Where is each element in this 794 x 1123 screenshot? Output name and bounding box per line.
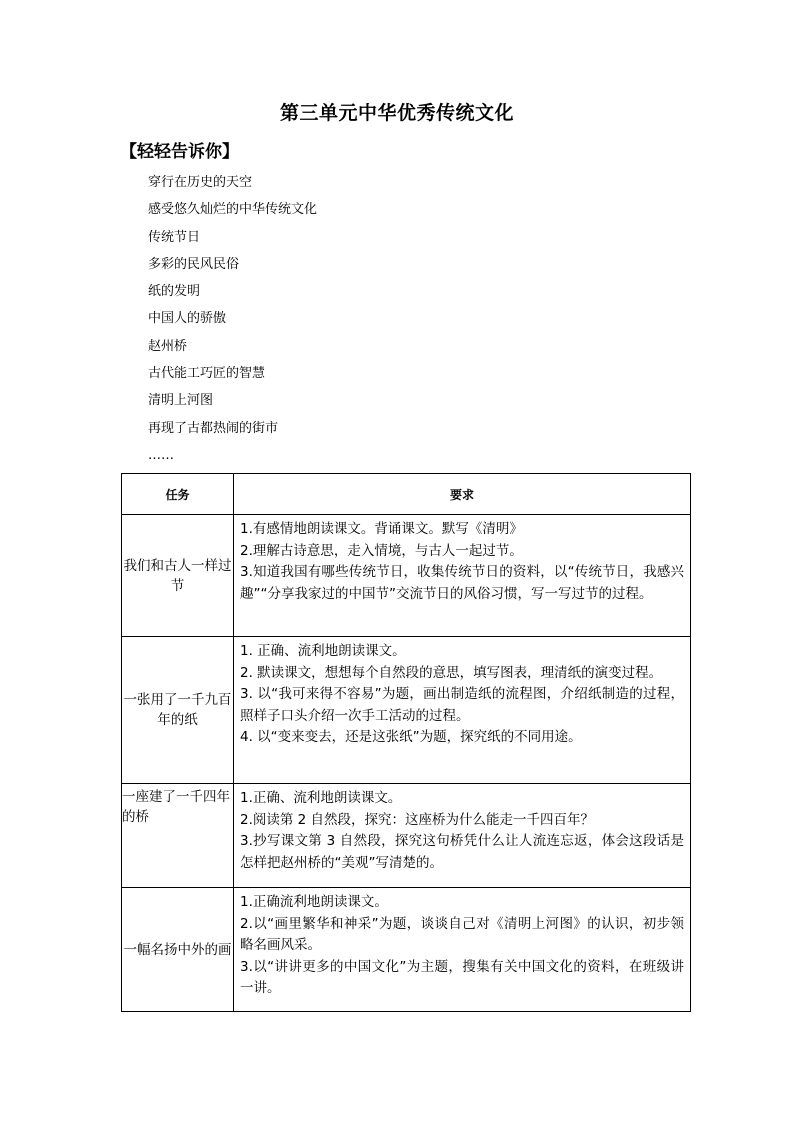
requirement-item: 1.正确流利地朗读课文。 bbox=[240, 894, 388, 910]
requirement-cell bbox=[234, 784, 691, 888]
task-name: 我们和古人一样过节 bbox=[122, 515, 234, 637]
requirement-item: 3.以“讲讲更多的中国文化”为主题，搜集有关中国文化的资料，在班级讲一讲。 bbox=[240, 958, 684, 996]
requirement-item: 3.抄写课文第 3 自然段，探究这句桥凭什么让人流连忘返，体会这段话是怎样把赵州桥的“美观”写清楚的。 bbox=[240, 833, 684, 871]
requirement-item: 2.理解古诗意思，走入情境，与古人一起过节。 bbox=[240, 542, 523, 559]
requirement-item: 1.有感情地朗读课文。背诵课文。默写《清明》 bbox=[240, 521, 523, 537]
requirement-item: 3.知道我国有哪些传统节日，收集传统节日的资料，以“传统节日，我感兴趣”“分享我家过的中国节”交流节日的风俗习惯，写一写过节的过程。 bbox=[240, 564, 684, 602]
page-title: 第三单元中华优秀传统文化 bbox=[279, 102, 514, 124]
topic-item: 赵州桥 bbox=[148, 338, 188, 354]
requirement-cell bbox=[234, 888, 691, 1012]
requirement-item: 4. 以“变来变去，还是这张纸”为题，探究纸的不同用途。 bbox=[240, 729, 582, 745]
requirement-item: 2.以“画里繁华和神采”为题，谈谈自己对《清明上河图》的认识，初步领略名画风采。 bbox=[240, 915, 684, 953]
table-row bbox=[122, 637, 691, 784]
requirement-item: 1.正确、流利地朗读课文。 bbox=[240, 790, 402, 806]
requirement-item: 2. 默读课文，想想每个自然段的意思，填写图表，理清纸的演变过程。 bbox=[240, 664, 663, 681]
table-header-row bbox=[122, 474, 691, 515]
table-row bbox=[122, 515, 691, 637]
topic-item: 感受悠久灿烂的中华传统文化 bbox=[148, 202, 318, 218]
requirement-item: 3. 以“我可来得不容易”为题，画出制造纸的流程图，介绍纸制造的过程，照样子口头介绍一次手工活动的过程。 bbox=[240, 686, 684, 724]
requirement-cell bbox=[234, 637, 691, 784]
topic-list bbox=[148, 172, 317, 472]
topic-item: 古代能工巧匠的智慧 bbox=[148, 366, 266, 382]
task-table bbox=[121, 473, 691, 1012]
requirement-cell bbox=[234, 515, 691, 637]
section-heading: 【轻轻告诉你】 bbox=[120, 142, 239, 162]
topic-item: 纸的发明 bbox=[148, 284, 201, 300]
requirement-item: 2.阅读第 2 自然段，探究：这座桥为什么能走一千四百年？ bbox=[240, 811, 595, 828]
table-row bbox=[122, 784, 691, 888]
topic-item: 清明上河图 bbox=[148, 393, 214, 409]
requirement-item: 1. 正确、流利地朗读课文。 bbox=[240, 643, 406, 659]
task-name: 一幅名扬中外的画 bbox=[122, 888, 234, 1012]
topic-ellipsis: …… bbox=[148, 447, 174, 463]
topic-item: 中国人的骄傲 bbox=[148, 311, 227, 327]
task-name: 一张用了一千九百年的纸 bbox=[122, 637, 234, 784]
topic-item: 多彩的民风民俗 bbox=[148, 256, 240, 272]
task-name: 一座建了一千四年的桥 bbox=[122, 784, 234, 888]
table-row bbox=[122, 888, 691, 1012]
header-requirement: 要求 bbox=[234, 474, 691, 515]
topic-item: 传统节日 bbox=[148, 229, 201, 245]
topic-item: 穿行在历史的天空 bbox=[148, 175, 253, 190]
topic-item: 再现了古都热闹的街市 bbox=[148, 420, 279, 436]
header-task: 任务 bbox=[122, 474, 234, 515]
